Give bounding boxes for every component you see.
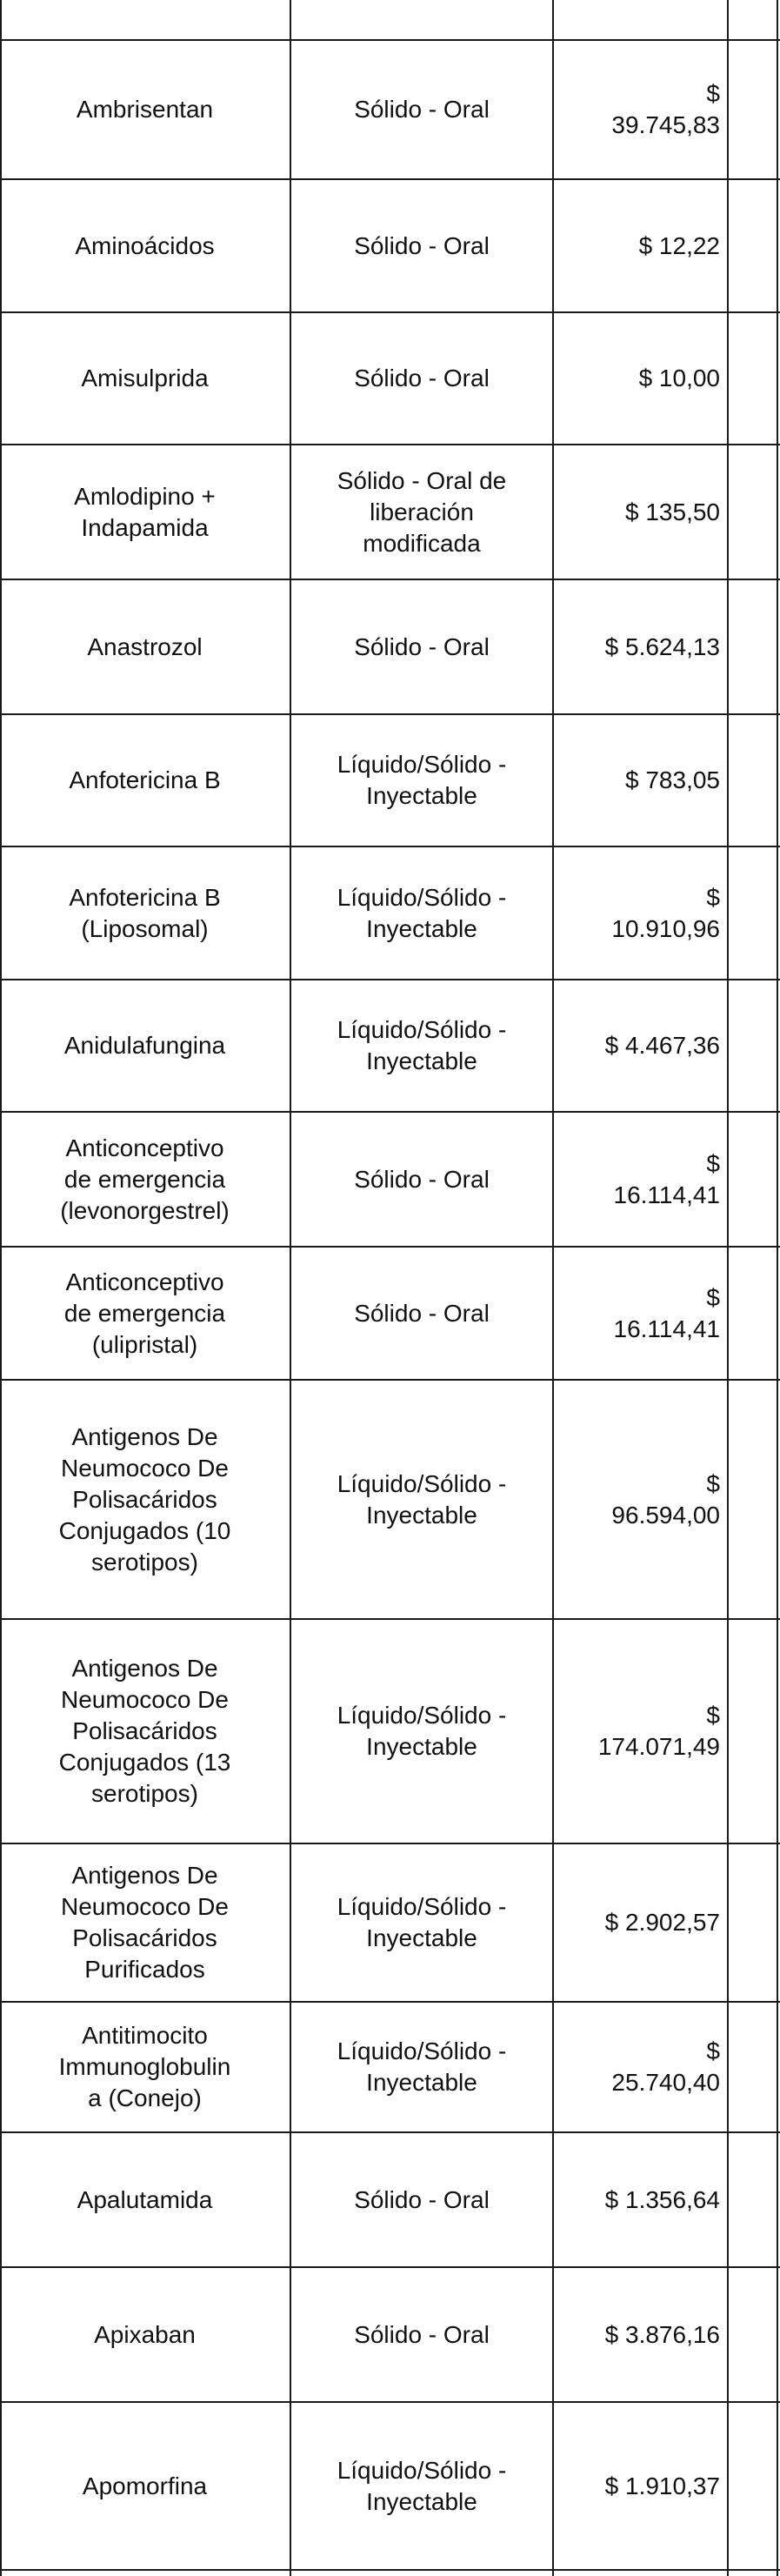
table-row xyxy=(0,2401,780,2569)
dosage-form-cell: Líquido/Sólido - Inyectable xyxy=(337,1702,507,1760)
drug-name-cell: Ambrisentan xyxy=(76,96,214,123)
dosage-form-cell: Sólido - Oral de liberación modificada xyxy=(337,466,507,557)
drug-name-cell: Anastrozol xyxy=(87,632,203,660)
table-row xyxy=(0,1618,780,1843)
dosage-form-cell: Sólido - Oral xyxy=(354,2185,490,2213)
drug-name-cell: Anidulafungina xyxy=(63,1032,226,1059)
price-cell: $ 135,50 xyxy=(625,498,720,525)
table-row xyxy=(0,979,780,1111)
price-cell: $ 16.114,41 xyxy=(613,1149,720,1208)
price-cell: $ 3.876,16 xyxy=(604,2320,720,2348)
drug-name-cell: Antigenos De Neumococo De Polisacáridos Purificados xyxy=(61,1862,229,1983)
dosage-form-cell: Líquido/Sólido - Inyectable xyxy=(337,2037,507,2096)
drug-name-cell: Anfotericina B xyxy=(69,766,221,793)
table-row xyxy=(0,39,780,178)
drug-name-cell: Anfotericina B (Liposomal) xyxy=(69,883,221,942)
drug-name-cell: Antigenos De Neumococo De Polisacáridos Conjugados (13 serotipos) xyxy=(58,1655,231,1807)
price-cell: $ 96.594,00 xyxy=(611,1469,720,1529)
price-cell: $ 1.910,37 xyxy=(604,2472,720,2499)
drug-name-cell: Amisulprida xyxy=(81,365,209,391)
drug-name-cell: Anticonceptivo de emergencia (levonorgestrel) xyxy=(60,1134,230,1224)
drug-name-cell: Anticonceptivo de emergencia (ulipristal) xyxy=(63,1268,226,1358)
dosage-form-cell: Sólido - Oral xyxy=(354,1165,490,1193)
price-cell: $ 174.071,49 xyxy=(597,1702,720,1760)
table-row xyxy=(0,1379,780,1618)
table-bottom-border xyxy=(0,2569,780,2571)
price-cell: $ 10.910,96 xyxy=(611,883,720,942)
price-cell: $ 12,22 xyxy=(638,231,720,259)
dosage-form-cell: Líquido/Sólido - Inyectable xyxy=(337,1016,507,1074)
table-row xyxy=(0,1843,780,2001)
price-cell: $ 1.356,64 xyxy=(604,2185,720,2213)
table-row xyxy=(0,1246,780,1379)
price-cell: $ 783,05 xyxy=(625,766,720,793)
dosage-form-cell: Sólido - Oral xyxy=(354,632,490,660)
table-row xyxy=(0,846,780,979)
table-row xyxy=(0,178,780,311)
price-cell: $ 25.740,40 xyxy=(611,2037,720,2096)
price-cell: $ 39.745,83 xyxy=(611,80,720,138)
table-row xyxy=(0,1111,780,1246)
table-row xyxy=(0,2001,780,2131)
price-cell: $ 2.902,57 xyxy=(604,1909,720,1936)
price-cell: $ 4.467,36 xyxy=(604,1032,720,1059)
price-cell: $ 10,00 xyxy=(638,365,720,391)
drug-name-cell: Apixaban xyxy=(94,2320,196,2348)
drug-name-cell: Apomorfina xyxy=(82,2472,208,2499)
dosage-form-cell: Líquido/Sólido - Inyectable xyxy=(337,883,507,942)
dosage-form-cell: Sólido - Oral xyxy=(354,365,490,391)
dosage-form-cell: Líquido/Sólido - Inyectable xyxy=(337,751,507,809)
table-row xyxy=(0,2266,780,2401)
table-row xyxy=(0,444,780,579)
dosage-form-cell: Líquido/Sólido - Inyectable xyxy=(337,2456,507,2515)
dosage-form-cell: Sólido - Oral xyxy=(354,2320,490,2348)
drug-name-cell: Apalutamida xyxy=(77,2185,213,2213)
drug-name-cell: Amlodipino + Indapamida xyxy=(74,482,216,541)
dosage-form-cell: Sólido - Oral xyxy=(354,96,490,123)
table-row xyxy=(0,2131,780,2266)
drug-name-cell: Aminoácidos xyxy=(75,231,215,259)
dosage-form-cell: Sólido - Oral xyxy=(354,1299,490,1327)
price-cell: $ 16.114,41 xyxy=(613,1283,720,1342)
table-row xyxy=(0,311,780,444)
dosage-form-cell: Líquido/Sólido - Inyectable xyxy=(337,1893,507,1951)
drug-name-cell: Antitimocito Immunoglobulin a (Conejo) xyxy=(58,2022,231,2111)
dosage-form-cell: Sólido - Oral xyxy=(354,231,490,259)
dosage-form-cell: Líquido/Sólido - Inyectable xyxy=(337,1469,507,1529)
price-cell: $ 5.624,13 xyxy=(604,632,720,660)
drug-name-cell: Antigenos De Neumococo De Polisacáridos Conjugados (10 serotipos) xyxy=(58,1422,231,1576)
table-row xyxy=(0,713,780,846)
table-row xyxy=(0,579,780,713)
